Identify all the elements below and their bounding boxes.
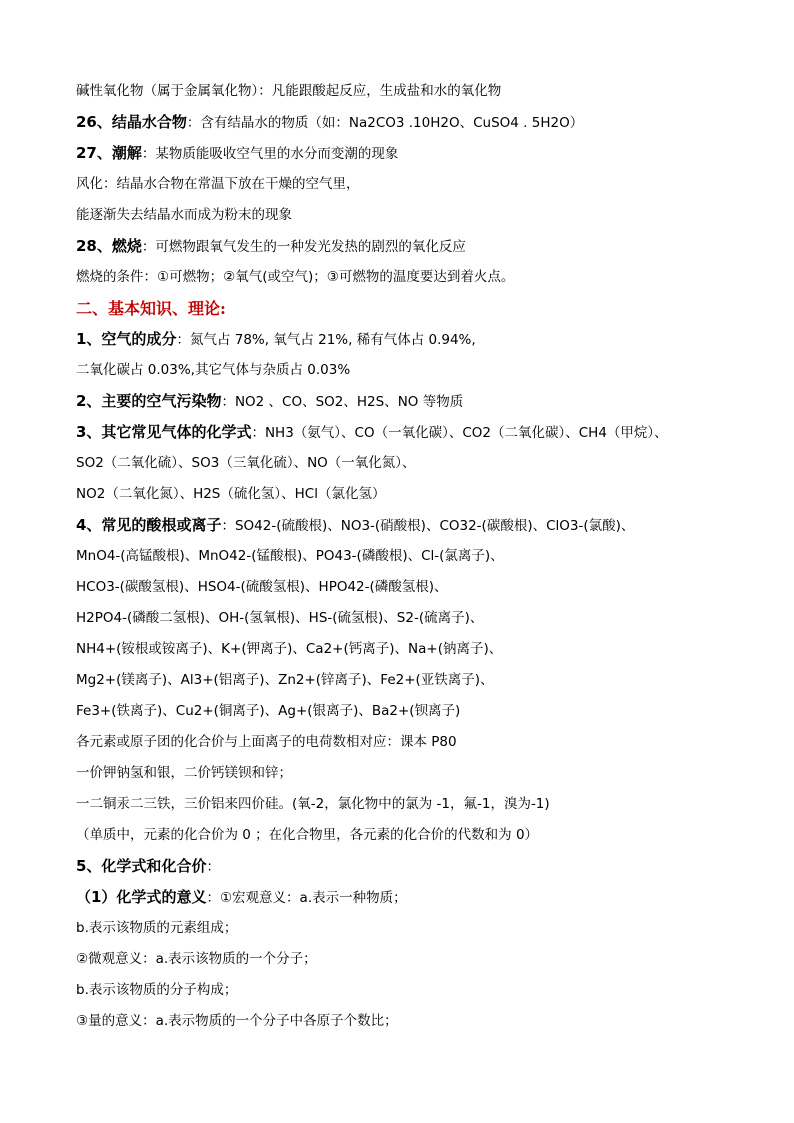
line-text: ③量的意义：a.表示物质的一个分子中各原子个数比；	[76, 1013, 398, 1029]
line-text: 二氧化碳占 0.03%,其它气体与杂质占 0.03%	[76, 362, 351, 378]
line-hydrate	[76, 107, 756, 138]
term-label: 28、燃烧	[76, 237, 142, 255]
item-formula-meaning	[76, 882, 756, 913]
item-formula-micro	[76, 944, 756, 975]
line-text: ：可燃物跟氧气发生的一种发光发热的剧烈的氧化反应	[141, 239, 466, 255]
line-text: ：含有结晶水的物质（如：Na2CO3 .10H2O、CuSO4 . 5H2O）	[186, 115, 584, 131]
line-efflorescence-2	[76, 200, 756, 231]
line-text: ：NO2 、CO、SO2、H2S、NO 等物质	[221, 394, 464, 410]
line-text: ：	[206, 859, 220, 875]
line-efflorescence-1	[76, 169, 756, 200]
line-text: 碱性氧化物（属于金属氧化物）：凡能跟酸起反应，生成盐和水的氧化物	[76, 83, 502, 99]
line-basic-oxide	[76, 76, 756, 107]
item-formula-quantity	[76, 1006, 756, 1037]
item-ions-cont-5	[76, 665, 756, 696]
item-ions-cont-3	[76, 603, 756, 634]
item-valence-rhyme-2	[76, 789, 756, 820]
line-text: H2PO4-(磷酸二氢根)、OH-(氢氧根)、HS-(硫氢根)、S2-(硫离子)、	[76, 610, 484, 626]
term-label: 27、潮解	[76, 144, 142, 162]
line-text: 燃烧的条件：①可燃物；②氧气(或空气)；③可燃物的温度要达到着火点。	[76, 269, 515, 285]
term-label: （1）化学式的意义	[76, 888, 207, 906]
item-gas-formulas-cont-2	[76, 479, 756, 510]
line-combustion	[76, 231, 756, 262]
item-valence-rule	[76, 820, 756, 851]
line-text: NO2（二氧化氮）、H2S（硫化氢）、HCl（氯化氢）	[76, 486, 386, 502]
line-text: ：①宏观意义：a.表示一种物质；	[206, 890, 407, 906]
line-text: 一价钾钠氢和银，二价钙镁钡和锌；	[76, 765, 292, 781]
term-label: 5、化学式和化合价	[76, 857, 207, 875]
line-text: （单质中，元素的化合价为 0 ；在化合物里，各元素的化合价的代数和为 0）	[76, 827, 539, 843]
term-label: 2、主要的空气污染物	[76, 392, 222, 410]
item-gas-formulas-cont-1	[76, 448, 756, 479]
line-text: ：某物质能吸收空气里的水分而变潮的现象	[141, 146, 399, 162]
item-formula-meaning-b1	[76, 913, 756, 944]
line-text: ：SO42-(硫酸根)、NO3-(硝酸根)、CO32-(碳酸根)、ClO3-(氯酸)、	[221, 518, 635, 534]
line-text: HCO3-(碳酸氢根)、HSO4-(硫酸氢根)、HPO42-(磷酸氢根)、	[76, 579, 448, 595]
item-ions-cont-6	[76, 696, 756, 727]
line-text: b.表示该物质的分子构成；	[76, 982, 238, 998]
item-valence-rhyme-1	[76, 758, 756, 789]
document-page	[76, 76, 756, 1037]
line-text: Mg2+(镁离子)、Al3+(铝离子)、Zn2+(锌离子)、Fe2+(亚铁离子)、	[76, 672, 494, 688]
item-formula-valence-heading	[76, 851, 756, 882]
item-valence-note	[76, 727, 756, 758]
line-text: ：氮气占 78%, 氧气占 21%, 稀有气体占 0.94%,	[176, 332, 476, 348]
line-text: SO2（二氧化硫）、SO3（三氧化硫）、NO（一氧化氮）、	[76, 455, 416, 471]
item-gas-formulas	[76, 417, 756, 448]
item-ions-cont-2	[76, 572, 756, 603]
line-combustion-conditions	[76, 262, 756, 293]
item-ions-cont-1	[76, 541, 756, 572]
line-text: NH4+(铵根或铵离子)、K+(钾离子)、Ca2+(钙离子)、Na+(钠离子)、	[76, 641, 503, 657]
line-text: 各元素或原子团的化合价与上面离子的电荷数相对应：课本 P80	[76, 734, 457, 750]
line-text: 能逐渐失去结晶水而成为粉末的现象	[76, 207, 292, 223]
line-text: b.表示该物质的元素组成；	[76, 920, 238, 936]
line-text: ②微观意义：a.表示该物质的一个分子；	[76, 951, 317, 967]
term-label: 1、空气的成分	[76, 330, 177, 348]
item-air-composition-cont	[76, 355, 756, 386]
section-title: 二、基本知识、理论:	[76, 299, 226, 318]
line-text: MnO4-(高锰酸根)、MnO42-(锰酸根)、PO43-(磷酸根)、Cl-(氯离子)、	[76, 548, 504, 564]
term-label: 3、其它常见气体的化学式	[76, 423, 252, 441]
item-ions	[76, 510, 756, 541]
term-label: 4、常见的酸根或离子	[76, 516, 222, 534]
item-air-composition	[76, 324, 756, 355]
line-text: 风化：结晶水合物在常温下放在干燥的空气里，	[76, 176, 360, 192]
item-ions-cont-4	[76, 634, 756, 665]
line-text: 一二铜汞二三铁，三价铝来四价硅。(氧-2，氯化物中的氯为 -1，氟-1，溴为-1)	[76, 796, 550, 812]
item-formula-micro-b	[76, 975, 756, 1006]
line-text: Fe3+(铁离子)、Cu2+(铜离子)、Ag+(银离子)、Ba2+(钡离子)	[76, 703, 461, 719]
line-deliquescence	[76, 138, 756, 169]
line-text: ：NH3（氨气）、CO（一氧化碳）、CO2（二氧化碳）、CH4（甲烷）、	[251, 425, 668, 441]
item-air-pollutants	[76, 386, 756, 417]
term-label: 26、结晶水合物	[76, 113, 187, 131]
